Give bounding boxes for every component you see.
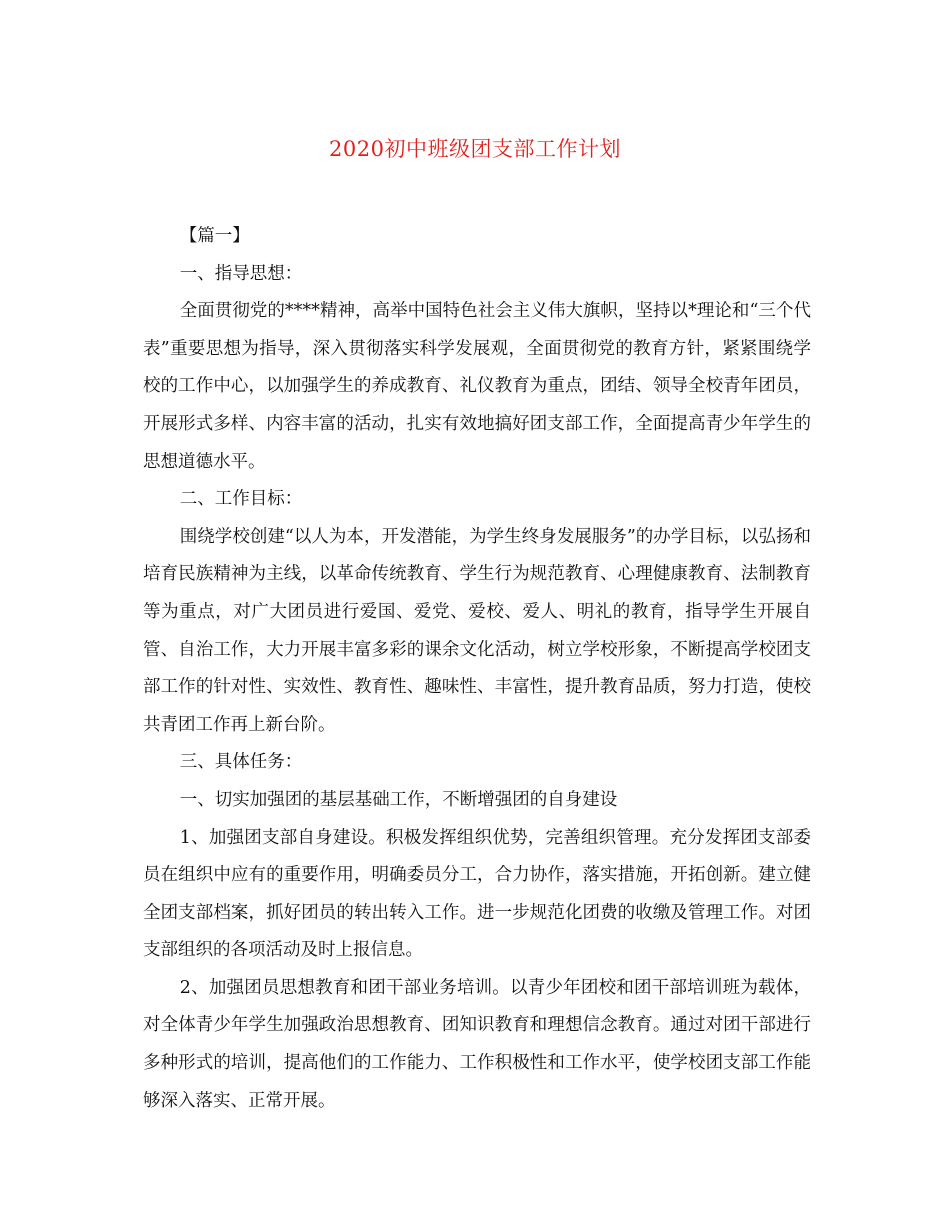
section-heading-part-one: 【篇一】 [179,226,250,246]
paragraph-task-2: 2、加强团员思想教育和团干部业务培训。以青少年团校和团干部培训班为载体，对全体青少年学生加强政治思想教育、团知识教育和理想信念教育。通过对团干部进行多种形式的培训，提高他们的工作能力、工作积极性和工作水平，使学校团支部工作能够深入落实、正常开展。 [143,977,811,1111]
paragraph-guiding-ideology: 全面贯彻党的****精神，高举中国特色社会主义伟大旗帜，坚持以*理论和“三个代表”重要思想为指导，深入贯彻落实科学发展观，全面贯彻党的教育方针，紧紧围绕学校的工作中心，以加强学生的养成教育、礼仪教育为重点，团结、领导全校青年团员，开展形式多样、内容丰富的活动，扎实有效地搞好团支部工作，全面提高青少年学生的思想道德水平。 [143,301,811,472]
heading-specific-tasks: 三、具体任务： [179,752,303,773]
paragraph-work-goals: 围绕学校创建“以人为本，开发潜能，为学生终身发展服务”的办学目标，以弘扬和培育民族精神为主线，以革命传统教育、学生行为规范教育、心理健康教育、法制教育等为重点，对广大团员进行爱国、爱党、爱校、爱人、明礼的教育，指导学生开展自管、自治工作，大力开展丰富多彩的课余文化活动，树立学校形象，不断提高学校团支部工作的针对性、实效性、教育性、趣味性、丰富性，提升教育品质，努力打造，使校共青团工作再上新台阶。 [143,526,811,735]
heading-guiding-ideology: 一、指导思想： [179,263,303,284]
document-title: 2020初中班级团支部工作计划 [329,137,621,161]
heading-work-goals: 二、工作目标： [179,489,303,510]
paragraph-task-1: 1、加强团支部自身建设。积极发挥组织优势，完善组织管理。充分发挥团支部委员在组织中应有的重要作用，明确委员分工，合力协作，落实措施，开拓创新。建立健全团支部档案，抓好团员的转出转入工作。进一步规范化团费的收缴及管理工作。对团支部组织的各项活动及时上报信息。 [143,827,811,961]
document-body [143,218,811,1120]
subheading-basic-work: 一、切实加强团的基层基础工作，不断增强团的自身建设 [179,789,618,810]
